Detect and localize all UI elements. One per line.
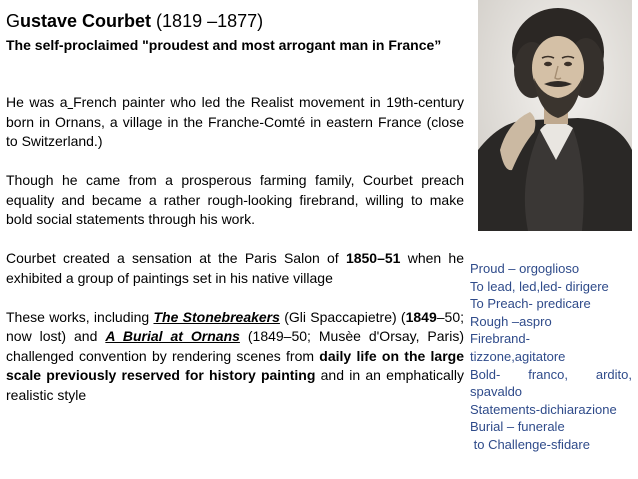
glossary-item: Proud – orgoglioso <box>470 261 580 276</box>
p1-rest: French painter who led the Realist movement in 19th-century born in Ornans, a village in the Franche-Comté in eastern France (close to Switzerland.) <box>6 94 465 149</box>
p4-bold-phrase: daily life on the large scale previously reserved for history painting <box>6 347 464 383</box>
subtitle-quote: The self-proclaimed "proudest and most arrogant man in France” <box>6 37 442 53</box>
glossary-item: Bold- franco, ardito, <box>470 366 632 382</box>
glossary-item: Statements-dichiarazione <box>470 401 617 417</box>
paragraph-paris-salon <box>6 249 464 288</box>
p1-lead: He was a <box>6 94 68 110</box>
portrait-photo <box>478 0 632 231</box>
paragraph-background: Though he came from a prosperous farming family, Courbet preach equality and became a rather rough-looking firebrand, willing to make bold social statements through his work. <box>6 172 464 227</box>
p4-end: and in an emphatically realistic style <box>6 367 464 403</box>
p4-work1-note: (Gli Spaccapietre) ( <box>279 308 406 325</box>
portrait-illustration <box>478 0 632 231</box>
glossary-item: To Preach- predicare <box>470 296 591 312</box>
p4-year: 1849 <box>405 308 437 325</box>
p4-year-rest: –50; now lost) and <box>6 308 464 344</box>
title-dates: (1819 –1877) <box>151 11 264 31</box>
glossary-item: to Challenge-sfidare <box>470 436 590 452</box>
p3-salon-year: 1850–51 <box>345 250 401 266</box>
glossary-item: To lead, led,led- dirigere <box>470 278 609 294</box>
glossary-item: tizzone,agitatore <box>470 348 566 364</box>
work-title-burial-at-ornans: A Burial at Ornans <box>105 328 240 344</box>
glossary-item: spavaldo <box>470 384 523 400</box>
title-name: ustave Courbet <box>20 11 152 31</box>
p3-post: when he exhibited a group of paintings set in his native village <box>6 250 464 286</box>
glossary-item: Firebrand- <box>470 331 530 347</box>
p4-pre: These works, including <box>6 308 154 325</box>
title-initial: G <box>6 11 21 31</box>
glossary-item: Burial – funerale <box>470 419 565 435</box>
glossary-item: Rough –aspro <box>470 313 552 329</box>
p4-work2-note: (1849–50; Musèe d'Orsay, Paris) challenged convention by rendering scenes from <box>6 328 464 364</box>
paragraph-realist-movement <box>6 93 464 152</box>
work-title-stonebreakers: The Stonebreakers <box>153 308 280 325</box>
paragraph-works <box>6 308 464 406</box>
page-title <box>6 10 466 32</box>
p3-pre: Courbet created a sensation at the Paris Salon of <box>6 250 346 266</box>
body-text <box>6 93 464 405</box>
vocabulary-glossary <box>470 260 632 454</box>
